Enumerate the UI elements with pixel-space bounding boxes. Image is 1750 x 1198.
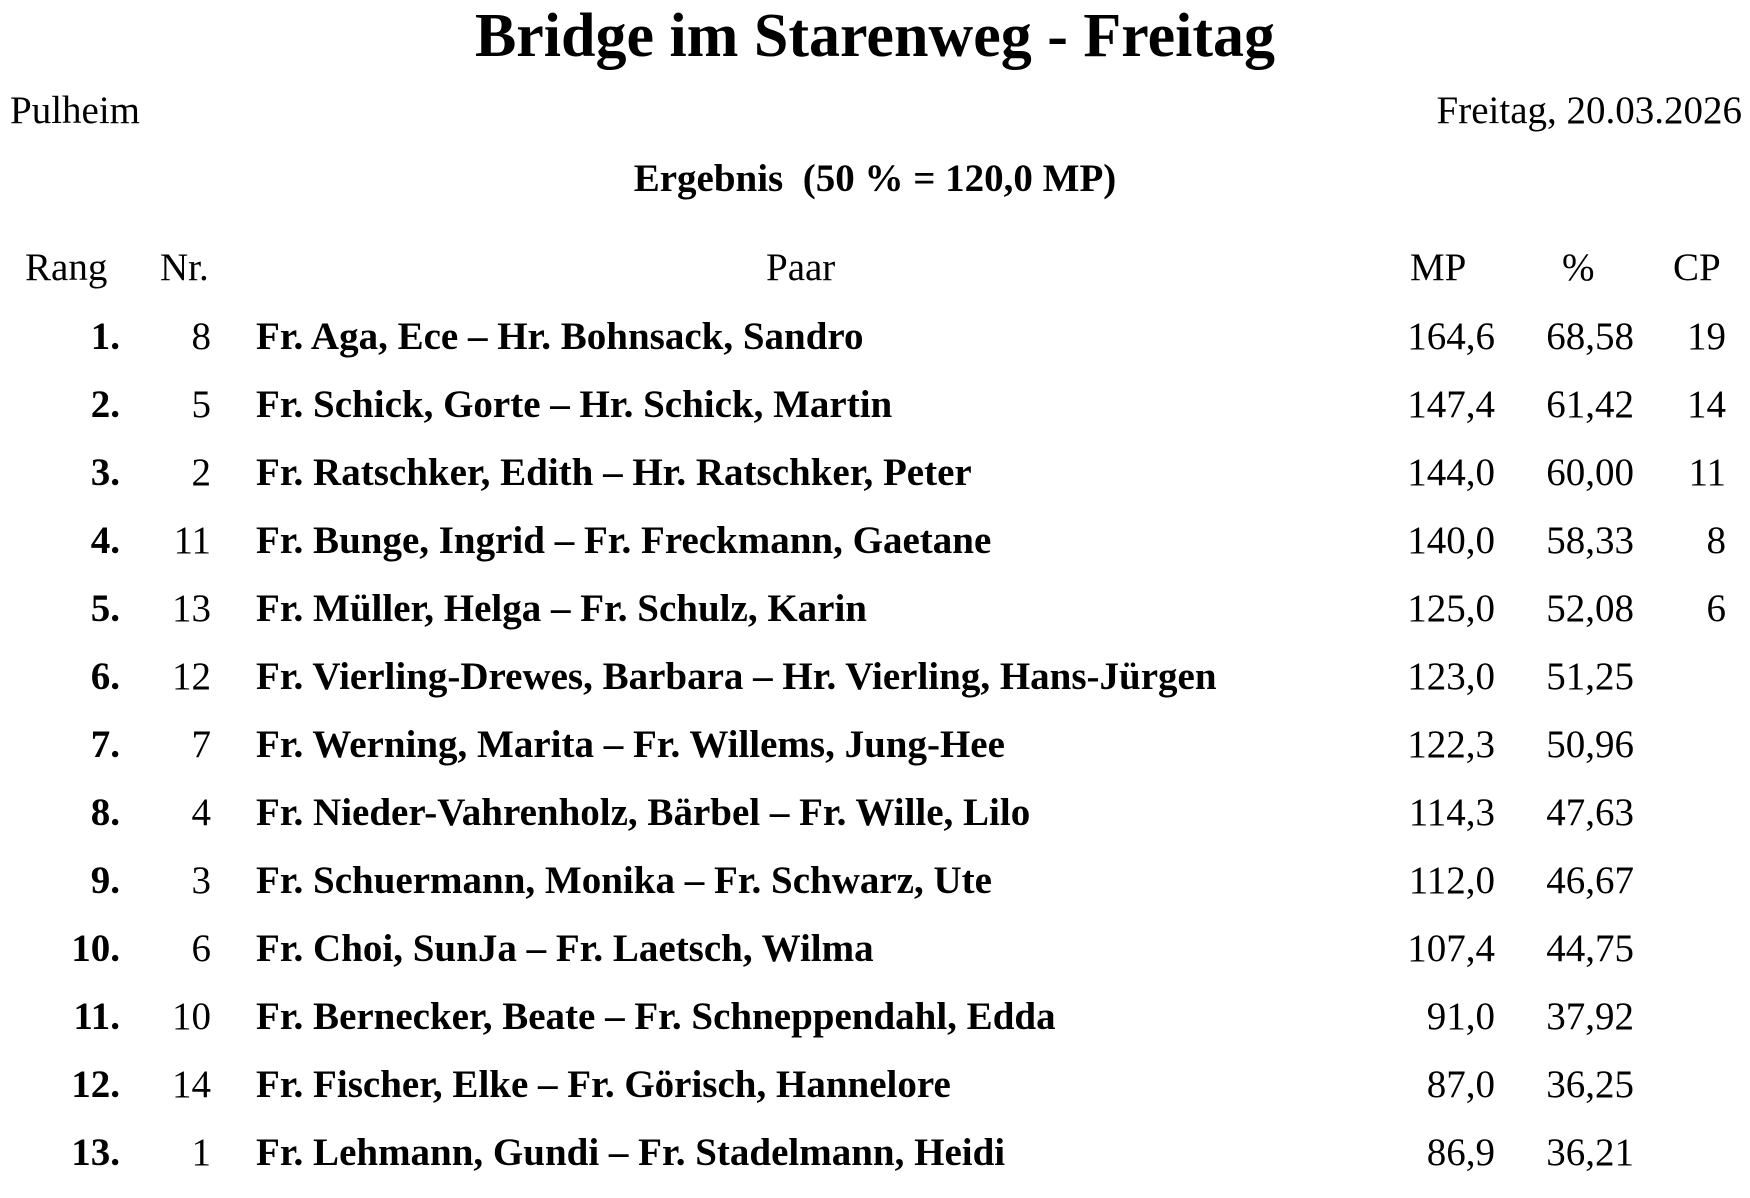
- pair-number-cell: 2: [191, 451, 211, 494]
- rank-cell: 3.: [90, 451, 120, 494]
- pair-names-cell: Fr. Müller, Helga – Fr. Schulz, Karin: [256, 587, 867, 630]
- cp-cell: 8: [1706, 519, 1726, 562]
- pair-names-cell: Fr. Lehmann, Gundi – Fr. Stadelmann, Heidi: [256, 1131, 1006, 1174]
- pair-names-cell: Fr. Fischer, Elke – Fr. Görisch, Hannelore: [256, 1063, 951, 1106]
- pair-names-cell: Fr. Bunge, Ingrid – Fr. Freckmann, Gaetane: [256, 519, 992, 562]
- percent-cell: 37,92: [1546, 995, 1634, 1038]
- pair-number-cell: 1: [191, 1131, 211, 1174]
- mp-cell: 125,0: [1407, 587, 1495, 630]
- mp-cell: 112,0: [1408, 859, 1495, 902]
- pair-number-cell: 8: [191, 315, 211, 358]
- mp-cell: 140,0: [1407, 519, 1495, 562]
- pair-names-cell: Fr. Ratschker, Edith – Hr. Ratschker, Peter: [256, 451, 972, 494]
- pair-number-cell: 14: [172, 1063, 211, 1106]
- location-label: Pulheim: [10, 89, 141, 132]
- percent-cell: 44,75: [1546, 927, 1634, 970]
- pair-number-cell: 13: [172, 587, 211, 630]
- pair-number-cell: 6: [191, 927, 211, 970]
- rank-cell: 12.: [71, 1063, 120, 1106]
- rank-cell: 4.: [90, 519, 120, 562]
- pair-names-cell: Fr. Bernecker, Beate – Fr. Schneppendahl, Edda: [256, 995, 1056, 1038]
- table-row: [0, 1130, 1750, 1198]
- table-row: [0, 1062, 1750, 1130]
- pair-number-cell: 11: [173, 519, 211, 562]
- table-row: [0, 994, 1750, 1062]
- rank-cell: 8.: [90, 791, 120, 834]
- mp-cell: 114,3: [1408, 791, 1495, 834]
- percent-cell: 36,25: [1546, 1063, 1634, 1106]
- rank-cell: 6.: [90, 655, 120, 698]
- table-row: [0, 654, 1750, 722]
- pair-number-cell: 12: [172, 655, 211, 698]
- column-header-cp: CP: [1673, 246, 1721, 289]
- table-row: [0, 518, 1750, 586]
- mp-cell: 164,6: [1407, 315, 1495, 358]
- table-row: [0, 926, 1750, 994]
- column-header-mp: MP: [1410, 246, 1467, 289]
- table-row: [0, 450, 1750, 518]
- percent-cell: 60,00: [1546, 451, 1634, 494]
- pair-number-cell: 4: [191, 791, 211, 834]
- percent-cell: 50,96: [1546, 723, 1634, 766]
- table-row: [0, 314, 1750, 382]
- result-subtitle: Ergebnis (50 % = 120,0 MP): [633, 157, 1117, 200]
- column-header-rang: Rang: [25, 246, 108, 289]
- cp-cell: 6: [1706, 587, 1726, 630]
- pair-number-cell: 3: [191, 859, 211, 902]
- cp-cell: 19: [1687, 315, 1726, 358]
- column-header-paar: Paar: [766, 246, 836, 289]
- pair-names-cell: Fr. Nieder-Vahrenholz, Bärbel – Fr. Wille, Lilo: [256, 791, 1031, 834]
- pair-names-cell: Fr. Schuermann, Monika – Fr. Schwarz, Ute: [256, 859, 992, 902]
- pair-number-cell: 5: [191, 383, 211, 426]
- pair-names-cell: Fr. Schick, Gorte – Hr. Schick, Martin: [256, 383, 893, 426]
- percent-cell: 47,63: [1546, 791, 1634, 834]
- percent-cell: 61,42: [1546, 383, 1634, 426]
- percent-cell: 58,33: [1546, 519, 1634, 562]
- percent-cell: 52,08: [1546, 587, 1634, 630]
- date-label: Freitag, 20.03.2026: [1436, 89, 1742, 132]
- results-table: [0, 314, 1750, 1198]
- mp-cell: 87,0: [1426, 1063, 1495, 1106]
- table-row: [0, 722, 1750, 790]
- pair-number-cell: 7: [191, 723, 211, 766]
- percent-cell: 36,21: [1546, 1131, 1634, 1174]
- percent-cell: 68,58: [1546, 315, 1634, 358]
- column-header-percent: %: [1562, 246, 1595, 289]
- rank-cell: 5.: [90, 587, 120, 630]
- mp-cell: 122,3: [1407, 723, 1495, 766]
- rank-cell: 2.: [90, 383, 120, 426]
- table-row: [0, 858, 1750, 926]
- page-title: Bridge im Starenweg - Freitag: [474, 2, 1276, 70]
- mp-cell: 107,4: [1407, 927, 1495, 970]
- rank-cell: 10.: [71, 927, 120, 970]
- percent-cell: 51,25: [1546, 655, 1634, 698]
- pair-names-cell: Fr. Choi, SunJa – Fr. Laetsch, Wilma: [256, 927, 874, 970]
- rank-cell: 1.: [90, 315, 120, 358]
- table-row: [0, 586, 1750, 654]
- pair-number-cell: 10: [172, 995, 211, 1038]
- pair-names-cell: Fr. Werning, Marita – Fr. Willems, Jung-Hee: [256, 723, 1005, 766]
- cp-cell: 14: [1687, 383, 1726, 426]
- pair-names-cell: Fr. Aga, Ece – Hr. Bohnsack, Sandro: [256, 315, 864, 358]
- mp-cell: 144,0: [1407, 451, 1495, 494]
- rank-cell: 13.: [71, 1131, 120, 1174]
- table-row: [0, 382, 1750, 450]
- table-row: [0, 790, 1750, 858]
- mp-cell: 91,0: [1426, 995, 1495, 1038]
- rank-cell: 9.: [90, 859, 120, 902]
- cp-cell: 11: [1688, 451, 1726, 494]
- rank-cell: 7.: [90, 723, 120, 766]
- column-header-nr: Nr.: [160, 246, 209, 289]
- rank-cell: 11.: [73, 995, 120, 1038]
- mp-cell: 123,0: [1407, 655, 1495, 698]
- percent-cell: 46,67: [1546, 859, 1634, 902]
- mp-cell: 86,9: [1426, 1131, 1495, 1174]
- pair-names-cell: Fr. Vierling-Drewes, Barbara – Hr. Vierling, Hans-Jürgen: [256, 655, 1217, 698]
- mp-cell: 147,4: [1407, 383, 1495, 426]
